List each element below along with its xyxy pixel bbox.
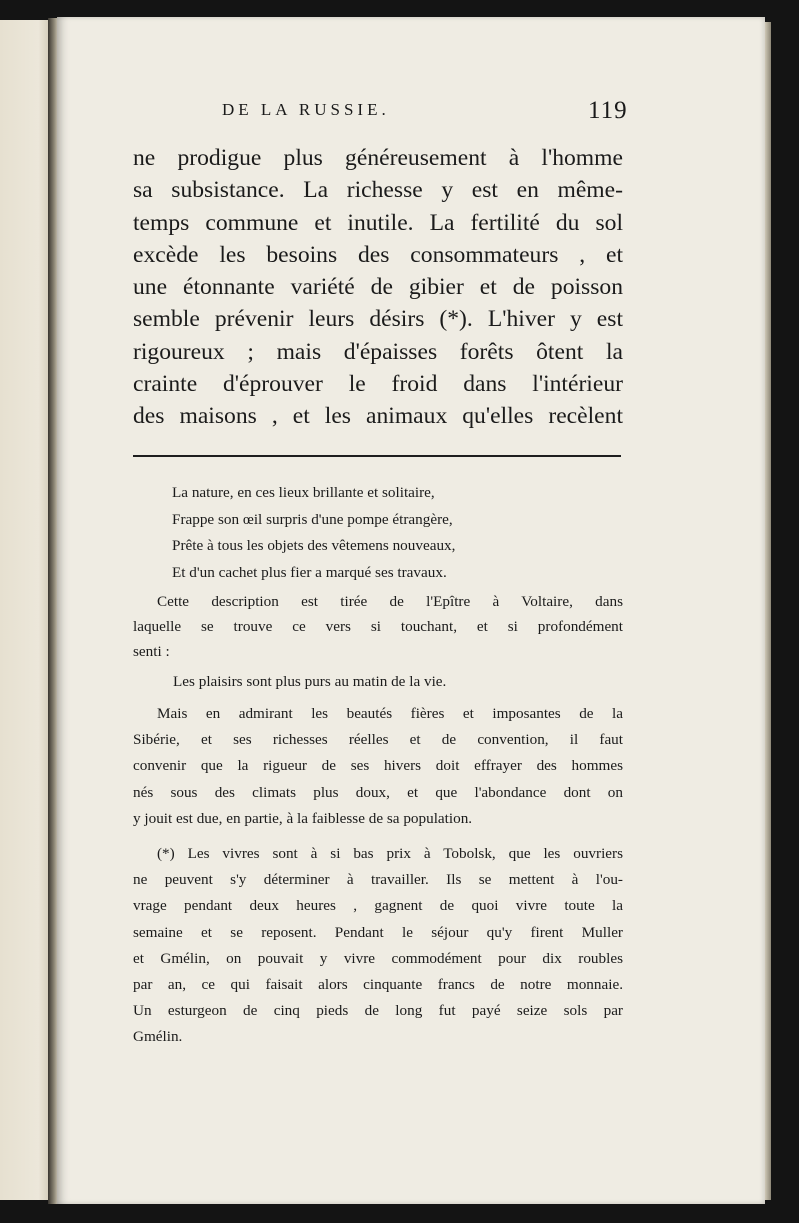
main-text-line: sa subsistance. La richesse y est en même- [133,177,623,204]
footnote-line: y jouit est due, en partie, à la faiblesse de sa population. [133,809,473,827]
page-fore-edge [765,22,771,1200]
footnote-paragraph-3 [133,841,623,1051]
page-number: 119 [588,97,628,124]
main-text-block [133,142,623,433]
main-text-line: ne prodigue plus généreusement à l'homme [133,145,623,171]
footnote-paragraph-1 [133,589,623,664]
footnote-line: (*) Les vivres sont à si bas prix à Tobolsk, que les ouvriers [157,845,623,862]
footnote-paragraph-2 [133,701,623,832]
footnote-line: par an, ce qui faisait alors cinquante francs de notre monnaie. [133,976,623,994]
main-text-line: excède les besoins des consommateurs , et [133,241,623,268]
footnote-line: et Gmélin, on pouvait y vivre commodément pour dix roubles [133,949,623,967]
footnote-line: vrage pendant deux heures , gagnent de quoi vivre toute la [133,897,623,915]
main-text-line: des maisons , et les animaux qu'elles recèlent [133,403,623,430]
footnote-line: Sibérie, et ses richesses réelles et de convention, il faut [133,731,623,749]
footnote-line: Gmélin. [133,1028,183,1046]
main-text-line: temps commune et inutile. La fertilité du sol [133,209,623,236]
main-text-line: crainte d'éprouver le froid dans l'intérieur [133,371,623,398]
footnote-line: ne peuvent s'y déterminer à travailler. Ils se mettent à l'ou- [133,871,623,889]
main-text-line: semble prévenir leurs désirs (*). L'hiver y est [133,306,623,333]
footnote-line: convenir que la rigueur de ses hivers doit effrayer des hommes [133,757,623,775]
footnote-line: nés sous des climats plus doux, et que l'abondance dont on [133,783,623,801]
main-text-line: rigoureux ; mais d'épaisses forêts ôtent la [133,338,623,365]
footnote-line: Un esturgeon de cinq pieds de long fut payé seize sols par [133,1002,623,1020]
verse-line: La nature, en ces lieux brillante et solitaire, [172,484,435,501]
facing-page-edge [0,20,49,1200]
footnote-line: senti : [133,643,170,660]
quoted-verse: Les plaisirs sont plus purs au matin de la vie. [173,673,447,690]
verse-line: Et d'un cachet plus fier a marqué ses travaux. [172,563,447,581]
footnote-line: Cette description est tirée de l'Epître à Voltaire, dans [157,593,623,610]
verse-line: Prête à tous les objets des vêtemens nouveaux, [172,537,456,554]
footnote-separator-rule [133,455,621,457]
verse-line: Frappe son œil surpris d'une pompe étrangère, [172,510,453,528]
footnote-line: semaine et se reposent. Pendant le séjour qu'y firent Muller [133,923,623,941]
footnote-verse [172,480,592,586]
running-head: DE LA RUSSIE. [222,100,390,119]
footnote-line: Mais en admirant les beautés fières et imposantes de la [157,705,623,722]
footnote-line: laquelle se trouve ce vers si touchant, et si profondément [133,618,623,635]
main-text-line: une étonnante variété de gibier et de poisson [133,274,623,301]
